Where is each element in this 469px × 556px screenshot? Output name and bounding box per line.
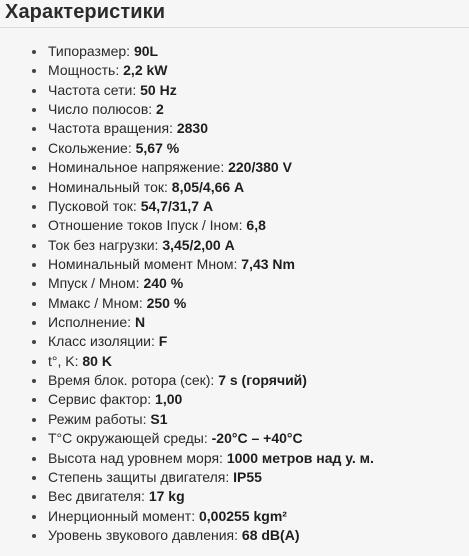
spec-value: 240 %: [143, 275, 184, 292]
bullet-icon: [32, 147, 36, 151]
bullet-icon: [32, 476, 36, 480]
spec-label: Вес двигателя:: [48, 488, 145, 505]
bullet-icon: [32, 244, 36, 248]
bullet-icon: [32, 127, 36, 131]
spec-item: [0, 255, 469, 274]
bullet-icon: [32, 302, 36, 306]
spec-label: Класс изоляции:: [48, 333, 155, 350]
spec-item: [0, 449, 469, 468]
spec-value: 3,45/2,00 A: [162, 236, 235, 253]
spec-item: [0, 81, 469, 100]
spec-item: [0, 352, 469, 371]
spec-item: [0, 119, 469, 138]
bullet-icon: [32, 69, 36, 73]
spec-label: Режим работы:: [48, 410, 147, 427]
bullet-icon: [32, 166, 36, 170]
bullet-icon: [32, 457, 36, 461]
spec-value: 1,00: [155, 391, 183, 408]
spec-label: Уровень звукового давления:: [48, 526, 239, 543]
spec-label: Степень защиты двигателя:: [48, 468, 230, 485]
spec-item: [0, 410, 469, 429]
bullet-icon: [32, 360, 36, 364]
spec-item: [0, 468, 469, 487]
spec-item: [0, 236, 469, 255]
spec-value: S1: [150, 410, 168, 427]
spec-item: [0, 294, 469, 313]
spec-item: [0, 526, 469, 545]
spec-value: 2,2 kW: [123, 62, 168, 79]
spec-item: [0, 390, 469, 409]
spec-value: 7 s (горячий): [218, 372, 307, 389]
spec-value: IP55: [233, 468, 262, 485]
spec-item: [0, 42, 469, 61]
spec-label: Номинальный ток:: [48, 178, 168, 195]
bullet-icon: [32, 205, 36, 209]
bullet-icon: [32, 50, 36, 54]
spec-item: [0, 313, 469, 332]
bullet-icon: [32, 379, 36, 383]
spec-item: [0, 61, 469, 80]
spec-item: [0, 216, 469, 235]
spec-value: 5,67 %: [135, 139, 180, 156]
spec-item: [0, 371, 469, 390]
spec-value: 0,00255 kgm²: [198, 507, 287, 524]
spec-item: [0, 429, 469, 448]
spec-label: Сервис фактор:: [48, 391, 152, 408]
spec-label: Mпуск / Mном:: [48, 275, 140, 292]
spec-item: [0, 158, 469, 177]
spec-item: [0, 178, 469, 197]
spec-label: Отношение токов Iпуск / Iном:: [48, 217, 243, 234]
spec-value: N: [134, 314, 146, 331]
bullet-icon: [32, 437, 36, 441]
bullet-icon: [32, 534, 36, 538]
spec-label: Ток без нагрузки:: [48, 236, 159, 253]
spec-label: Mмакс / Mном:: [48, 294, 143, 311]
spec-value: F: [158, 333, 168, 350]
spec-label: Высота над уровнем моря:: [48, 449, 223, 466]
spec-value: 6,8: [246, 217, 266, 234]
spec-label: Число полюсов:: [48, 101, 153, 118]
spec-item: [0, 274, 469, 293]
spec-value: 7,43 Nm: [241, 255, 295, 272]
bullet-icon: [32, 515, 36, 519]
spec-value: 90L: [133, 43, 159, 59]
spec-item: [0, 100, 469, 119]
spec-label: Время блок. ротора (сек):: [48, 372, 215, 389]
title-divider: [0, 27, 469, 28]
bullet-icon: [32, 418, 36, 422]
spec-item: [0, 197, 469, 216]
spec-list: [0, 42, 469, 545]
bullet-icon: [32, 108, 36, 112]
spec-label: Типоразмер:: [48, 43, 131, 59]
spec-value: 220/380 V: [228, 159, 292, 176]
spec-label: Номинальное напряжение:: [48, 159, 225, 176]
spec-label: Частота сети:: [48, 81, 137, 98]
spec-item: [0, 332, 469, 351]
spec-value: -20°C – +40°C: [211, 430, 303, 447]
bullet-icon: [32, 186, 36, 190]
spec-value: 50 Hz: [140, 81, 177, 98]
spec-label: Пусковой ток:: [48, 197, 137, 214]
bullet-icon: [32, 340, 36, 344]
spec-value: 2: [156, 101, 164, 118]
spec-label: Скольжение:: [48, 139, 132, 156]
spec-label: Частота вращения:: [48, 120, 173, 137]
spec-item: [0, 487, 469, 506]
spec-value: 17 kg: [148, 488, 185, 505]
bullet-icon: [32, 224, 36, 228]
page-title: Характеристики: [5, 1, 166, 23]
spec-value: 54,7/31,7 A: [140, 197, 214, 214]
bullet-icon: [32, 89, 36, 93]
spec-value: 1000 метров над у. м.: [226, 449, 374, 466]
spec-value: 8,05/4,66 A: [171, 178, 245, 195]
spec-label: Исполнение:: [48, 314, 132, 331]
spec-value: 80 K: [82, 352, 112, 369]
spec-label: t°, K:: [48, 352, 79, 369]
spec-label: Номинальный момент Mном:: [48, 255, 238, 272]
spec-label: T°C окружающей среды:: [48, 430, 208, 447]
bullet-icon: [32, 263, 36, 267]
spec-item: [0, 139, 469, 158]
bullet-icon: [32, 398, 36, 402]
bullet-icon: [32, 321, 36, 325]
spec-label: Инерционный момент:: [48, 507, 196, 524]
spec-value: 2830: [176, 120, 209, 137]
bullet-icon: [32, 282, 36, 286]
spec-value: 68 dB(A): [241, 526, 300, 543]
spec-label: Мощность:: [48, 62, 120, 79]
bullet-icon: [32, 495, 36, 499]
spec-item: [0, 507, 469, 526]
spec-value: 250 %: [146, 294, 187, 311]
